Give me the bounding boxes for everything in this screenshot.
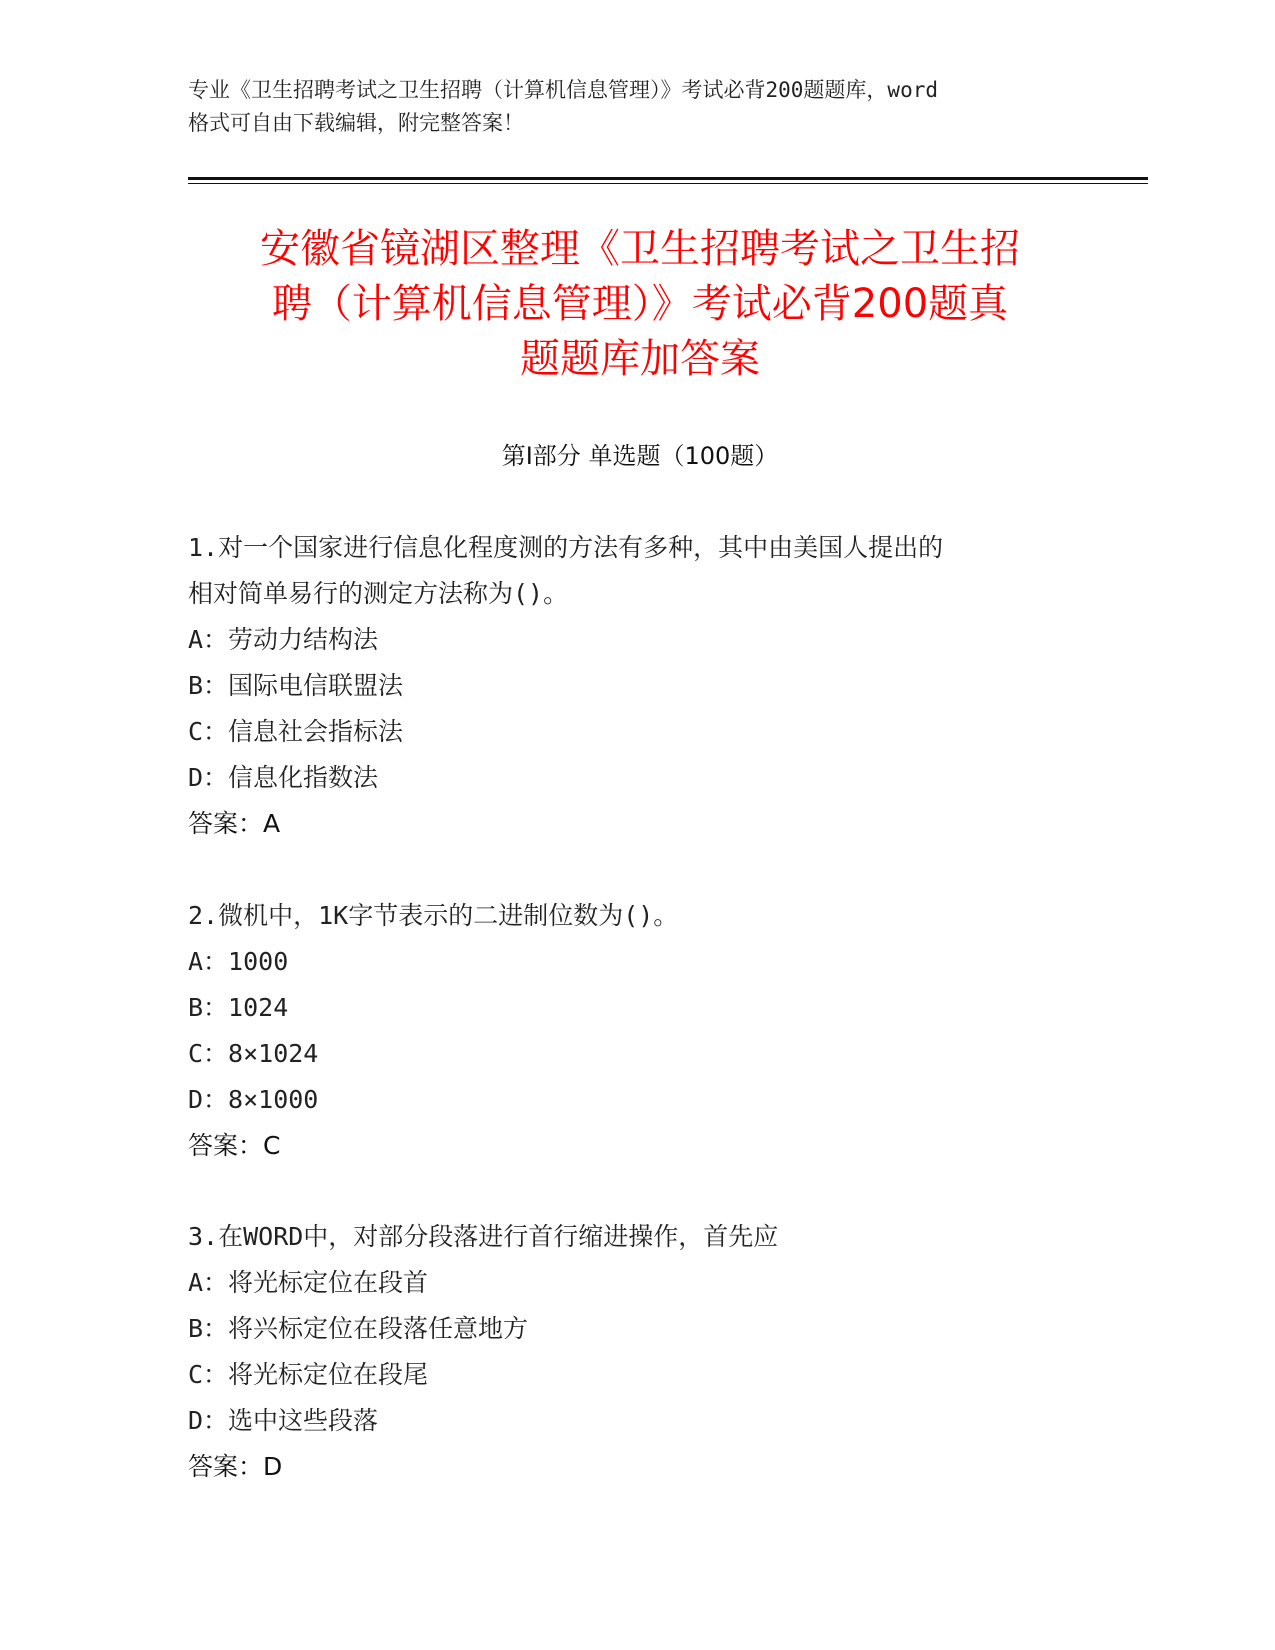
header-divider-thin (188, 183, 1148, 184)
header-line: 格式可自由下载编辑，附完整答案！ (188, 111, 524, 135)
question-stem: 相对简单易行的测定方法称为()。 (188, 579, 569, 608)
header-line: 专业《卫生招聘考试之卫生招聘（计算机信息管理）》考试必背200题题库，word (188, 78, 938, 102)
option-c: C：将光标定位在段尾 (188, 1360, 429, 1389)
option-c: C：信息社会指标法 (188, 717, 404, 746)
title-line: 安徽省镜湖区整理《卫生招聘考试之卫生招 (260, 226, 1020, 272)
option-a: A：1000 (188, 947, 289, 976)
title-line: 题题库加答案 (520, 336, 760, 382)
option-d: D：8×1000 (188, 1085, 319, 1114)
question-block (188, 525, 1068, 847)
option-b: B：1024 (188, 993, 289, 1022)
answer-line: 答案：C (188, 1131, 281, 1160)
option-c: C：8×1024 (188, 1039, 319, 1068)
question-block (188, 893, 1068, 1169)
question-stem: 1.对一个国家进行信息化程度测的方法有多种，其中由美国人提出的 (188, 533, 944, 562)
question-stem: 3.在WORD中，对部分段落进行首行缩进操作，首先应 (188, 1222, 779, 1251)
header-divider-thick (188, 177, 1148, 180)
option-b: B：将兴标定位在段落任意地方 (188, 1314, 529, 1343)
answer-line: 答案：D (188, 1452, 283, 1481)
option-d: D：选中这些段落 (188, 1406, 379, 1435)
question-stem: 2.微机中，1K字节表示的二进制位数为()。 (188, 901, 679, 930)
option-b: B：国际电信联盟法 (188, 671, 404, 700)
answer-line: 答案：A (188, 809, 281, 838)
option-a: A：将光标定位在段首 (188, 1268, 429, 1297)
section-heading: 第Ⅰ部分 单选题（100题） (501, 442, 779, 470)
question-block (188, 1214, 1068, 1490)
document-header (188, 74, 1088, 140)
option-a: A：劳动力结构法 (188, 625, 379, 654)
title-line: 聘（计算机信息管理）》考试必背200题真 (271, 281, 1009, 327)
option-d: D：信息化指数法 (188, 763, 379, 792)
document-title (188, 222, 1092, 387)
